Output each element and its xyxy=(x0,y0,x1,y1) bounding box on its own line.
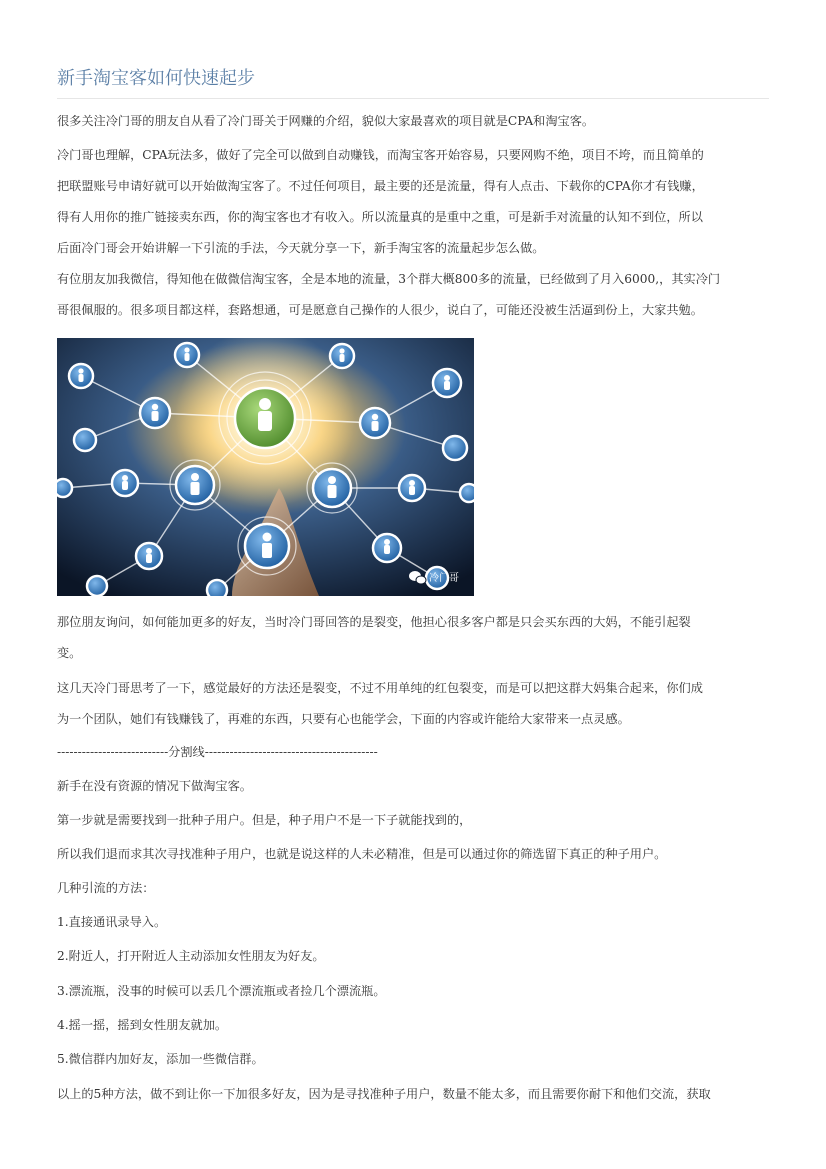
text-line: 这几天冷门哥思考了一下，感觉最好的方法还是裂变，不过不用单纯的红包裂变，而是可以把这群大妈集合起来，你们成 xyxy=(57,681,703,695)
paragraph-6 xyxy=(57,771,769,802)
paragraph-9 xyxy=(57,873,769,904)
network-graphic xyxy=(57,338,474,596)
paragraph-10 xyxy=(57,1079,769,1110)
text-line: 哥很佩服的。很多项目都这样，套路想通，可是愿意自己操作的人很少，说白了，可能还没被生活逼到份上，大家共勉。 xyxy=(57,303,703,317)
text-line: 5.微信群内加好友，添加一些微信群。 xyxy=(57,1052,264,1066)
text-line: 很多关注冷门哥的朋友自从看了冷门哥关于网赚的介绍，貌似大家最喜欢的项目就是CPA和淘宝客。 xyxy=(57,114,595,128)
image-watermark: 冷门哥 xyxy=(429,573,459,584)
network-illustration xyxy=(57,338,474,596)
paragraph-8 xyxy=(57,839,769,870)
text-line: 几种引流的方法： xyxy=(57,881,155,895)
text-line: 2.附近人，打开附近人主动添加女性朋友为好友。 xyxy=(57,949,325,963)
text-line: 后面冷门哥会开始讲解一下引流的手法，今天就分享一下，新手淘宝客的流量起步怎么做。 xyxy=(57,241,545,255)
text-line: 1.直接通讯录导入。 xyxy=(57,915,167,929)
paragraph-5 xyxy=(57,673,769,735)
paragraph-4 xyxy=(57,607,769,669)
list-item-2 xyxy=(57,941,769,972)
separator-line xyxy=(57,737,769,768)
text-line: 冷门哥也理解，CPA玩法多，做好了完全可以做到自动赚钱，而淘宝客开始容易，只要网购不绝，项目不垮，而且简单的 xyxy=(57,148,704,162)
page-title: 新手淘宝客如何快速起步 xyxy=(57,68,255,89)
paragraph-2 xyxy=(57,140,769,264)
paragraph-1 xyxy=(57,106,769,137)
text-line: 新手在没有资源的情况下做淘宝客。 xyxy=(57,779,252,793)
text-line: 以上的5种方法，做不到让你一下加很多好友，因为是寻找准种子用户，数量不能太多，而且需要你耐下和他们交流，获取 xyxy=(57,1087,711,1101)
text-line: 第一步就是需要找到一批种子用户。但是，种子用户不是一下子就能找到的， xyxy=(57,813,472,827)
list-item-1 xyxy=(57,907,769,938)
title-divider xyxy=(57,98,769,99)
text-line: 为一个团队，她们有钱赚钱了，再难的东西，只要有心也能学会，下面的内容或许能给大家带来一点灵感。 xyxy=(57,712,630,726)
text-line: 变。 xyxy=(57,646,82,660)
paragraph-7 xyxy=(57,805,769,836)
list-item-5 xyxy=(57,1044,769,1075)
paragraph-3 xyxy=(57,264,769,326)
text-line: ---------------------------分割线------------------------------------------ xyxy=(57,745,378,759)
text-line: 那位朋友询问，如何能加更多的好友，当时冷门哥回答的是裂变，他担心很多客户都是只会买东西的大妈，不能引起裂 xyxy=(57,615,691,629)
list-item-4 xyxy=(57,1010,769,1041)
text-line: 3.漂流瓶，没事的时候可以丢几个漂流瓶或者捡几个漂流瓶。 xyxy=(57,984,386,998)
text-line: 有位朋友加我微信，得知他在做微信淘宝客，全是本地的流量，3个群大概800多的流量，已经做到了月入6000,，其实冷门 xyxy=(57,272,721,286)
list-item-3 xyxy=(57,976,769,1007)
text-line: 所以我们退而求其次寻找准种子用户，也就是说这样的人未必精准，但是可以通过你的筛选留下真正的种子用户。 xyxy=(57,847,667,861)
text-line: 把联盟账号申请好就可以开始做淘宝客了。不过任何项目，最主要的还是流量，得有人点击、下载你的CPA你才有钱赚， xyxy=(57,179,704,193)
text-line: 4.摇一摇，摇到女性朋友就加。 xyxy=(57,1018,228,1032)
text-line: 得有人用你的推广链接卖东西，你的淘宝客也才有收入。所以流量真的是重中之重，可是新手对流量的认知不到位，所以 xyxy=(57,210,703,224)
